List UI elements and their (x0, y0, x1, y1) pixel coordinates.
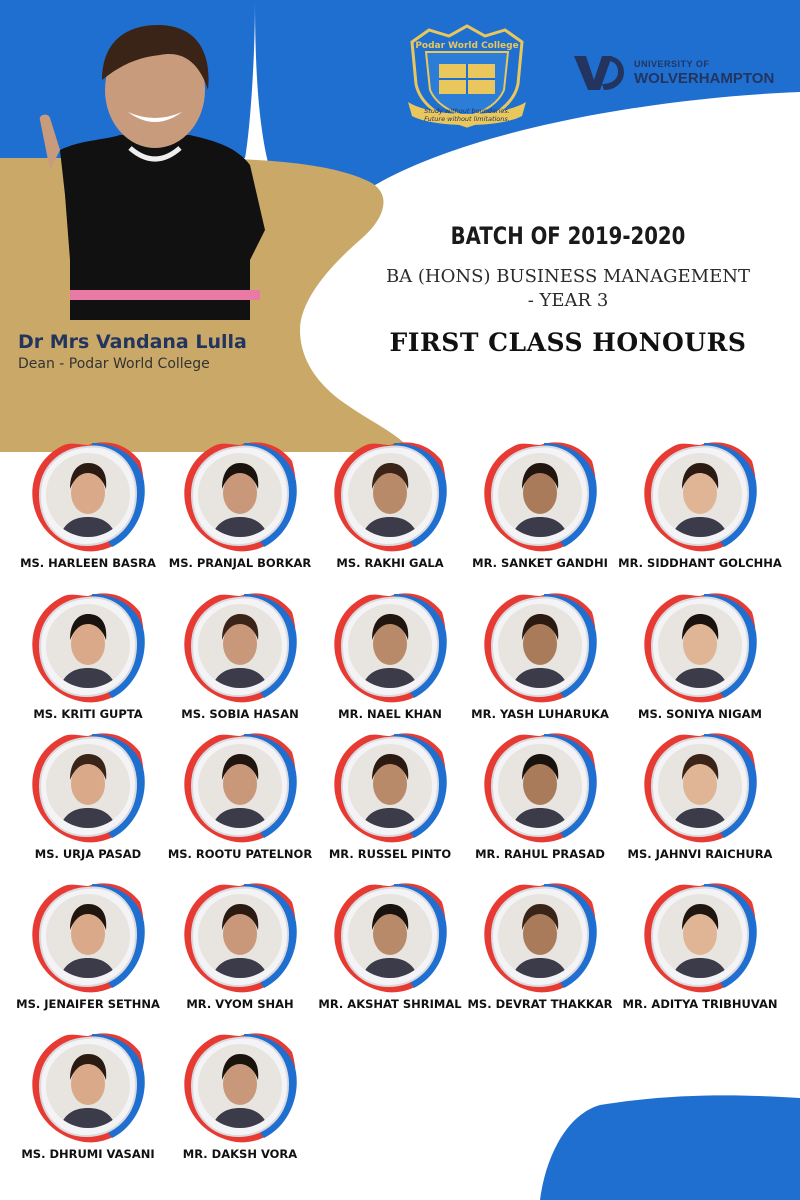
student-photo (640, 878, 760, 996)
student-name: MS. SOBIA HASAN (181, 707, 299, 721)
student-card (310, 728, 470, 878)
student-photo (28, 588, 148, 706)
student-photo (28, 437, 148, 555)
student-photo (480, 878, 600, 996)
student-photo (28, 1028, 148, 1146)
student-photo (180, 878, 300, 996)
student-name: MR. ADITYA TRIBHUVAN (622, 997, 778, 1011)
student-name: MR. DAKSH VORA (182, 1147, 298, 1161)
student-name: MR. SIDDHANT GOLCHHA (618, 556, 782, 570)
student-name: MR. NAEL KHAN (338, 707, 442, 721)
student-card (310, 437, 470, 587)
student-card (460, 728, 620, 878)
student-card (160, 728, 320, 878)
student-card (460, 588, 620, 738)
dean-name: Dr Mrs Vandana Lulla (18, 331, 247, 353)
student-photo (330, 878, 450, 996)
student-name: MS. JENAIFER SETHNA (16, 997, 160, 1011)
student-photo (640, 728, 760, 846)
student-photo (480, 588, 600, 706)
student-photo (480, 728, 600, 846)
university-big-text: WOLVERHAMPTON (634, 70, 775, 87)
college-logo-text: Podar World College (415, 41, 519, 51)
student-card (8, 588, 168, 738)
student-name: MS. URJA PASAD (34, 847, 142, 861)
student-card (8, 878, 168, 1028)
student-name: MR. AKSHAT SHRIMAL (318, 997, 462, 1011)
student-photo (180, 728, 300, 846)
student-name: MS. DEVRAT THAKKAR (467, 997, 613, 1011)
student-photo (640, 588, 760, 706)
student-photo (180, 1028, 300, 1146)
svg-text:Study without boundaries.: Study without boundaries. (424, 107, 510, 115)
student-photo (28, 878, 148, 996)
student-card (310, 588, 470, 738)
student-card (620, 878, 780, 1028)
student-photo (330, 728, 450, 846)
student-photo (480, 437, 600, 555)
student-card (310, 878, 470, 1028)
student-card (8, 437, 168, 587)
student-card (160, 437, 320, 587)
batch-heading: BATCH OF 2019-2020 (450, 222, 686, 250)
student-card (460, 878, 620, 1028)
student-name: MS. JAHNVI RAICHURA (627, 847, 773, 861)
student-photo (640, 437, 760, 555)
student-name: MS. DHRUMI VASANI (21, 1147, 155, 1161)
student-name: MR. VYOM SHAH (186, 997, 294, 1011)
student-name: MS. HARLEEN BASRA (20, 556, 156, 570)
student-name: MR. RUSSEL PINTO (328, 847, 452, 861)
svg-text:Future without limitations.: Future without limitations. (424, 115, 510, 123)
university-small-text: UNIVERSITY OF (634, 59, 710, 69)
student-card (160, 1028, 320, 1178)
program-line-2: - YEAR 3 (527, 290, 609, 311)
student-photo (330, 437, 450, 555)
student-card (8, 728, 168, 878)
student-card (160, 878, 320, 1028)
student-photo (180, 588, 300, 706)
honours-heading: FIRST CLASS HONOURS (389, 328, 747, 357)
program-line-1: BA (HONS) BUSINESS MANAGEMENT (385, 266, 751, 287)
student-card (160, 588, 320, 738)
student-name: MS. RAKHI GALA (336, 556, 444, 570)
dean-title: Dean - Podar World College (18, 356, 210, 372)
student-card (620, 728, 780, 878)
student-name: MS. SONIYA NIGAM (638, 707, 762, 721)
student-name: MR. RAHUL PRASAD (475, 847, 605, 861)
student-card (8, 1028, 168, 1178)
student-name: MS. ROOTU PATELNOR (167, 847, 313, 861)
student-name: MR. SANKET GANDHI (472, 556, 608, 570)
student-card (620, 437, 780, 587)
student-photo (330, 588, 450, 706)
student-name: MS. PRANJAL BORKAR (168, 556, 312, 570)
student-name: MS. KRITI GUPTA (33, 707, 143, 721)
student-name: MR. YASH LUHARUKA (471, 707, 609, 721)
student-photo (28, 728, 148, 846)
student-card (620, 588, 780, 738)
student-card (460, 437, 620, 587)
student-photo (180, 437, 300, 555)
